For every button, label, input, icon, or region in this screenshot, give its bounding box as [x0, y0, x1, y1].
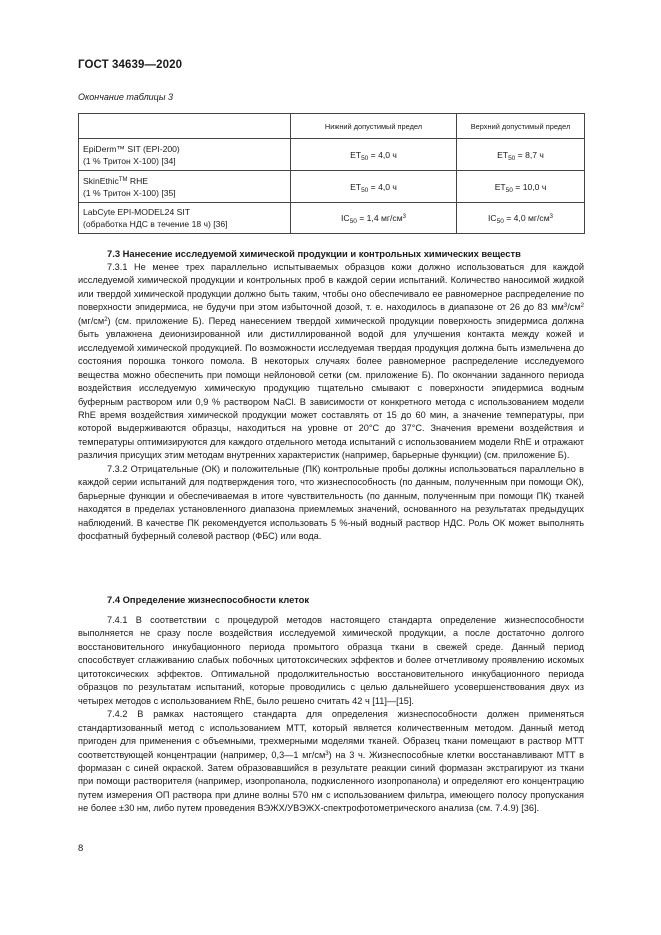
- table-header-row: [79, 114, 585, 139]
- section-7-3-text: [78, 261, 584, 544]
- table-header-cell: [79, 114, 291, 139]
- paragraph: 7.4.2 В рамках настоящего стандарта для определения жизнеспособности должен применяться стандартизованный метод с использованием МТТ, который является количественным методом. Данный метод пригоден для применения с объемными, трехмерными моделями тканей. Образец ткани помещают в раствор МТТ соответствующей концентрации (например, 0,3—1 $мг/см^3$) на 3 ч. Жизнеспособные клетки восстанавливают МТТ в формазан с синей окраской. Затем образовавшийся в результате реакции синий формазан экстрагируют из ткани при помощи растворителя (например, изопропанола, подкисленного изопропанола) и определяют его концентрацию путем измерения ОП раствора при длине волны 570 нм с использованием фильтра, имеющего полосу пропускания не более ±30 нм, либо путем проведения ВЭЖХ/УВЭЖХ-спектрофотометрического анализа (см. 7.4.9) [36].: [78, 709, 584, 814]
- table-row: [79, 139, 585, 171]
- limits-table: [78, 113, 585, 234]
- table-cell-model: [79, 203, 291, 234]
- table-header-cell: Верхний допустимый предел: [457, 114, 585, 139]
- paragraph: 7.3.2 Отрицательные (ОК) и положительные (ПК) контрольные пробы должны использоваться параллельно в каждой серии испытаний для подтверждения того, что жизнеспособность (по данным, полученным при помощи ОК), барьерные функции и обеспечиваемая в итоге чувствительность (по данным, полученным при помощи ПК) тканей находятся в пределах установленного диапазона приемлемых значений, основанного на результатах предыдущих наблюдений. В качестве ПК рекомендуется использовать 5 %-ный водный раствор НДС. Роль ОК может выполнять фосфатный буферный солевой раствор (ФБС) или вода.: [78, 463, 584, 542]
- table-row: [79, 171, 585, 203]
- table-cell-upper-limit: $ET_{50} = 10,0$ ч: [457, 171, 585, 203]
- model-name: EpiDerm™ SIT (EPI-200): [83, 143, 180, 154]
- table-cell-lower-limit: $ET_{50} = 4,0$ ч: [291, 139, 457, 171]
- standard-header: ГОСТ 34639—2020: [78, 59, 183, 71]
- table-cell-model: [79, 139, 291, 171]
- table-cell-upper-limit: $IC_{50} = 4,0$ $мг/см^3$: [457, 203, 585, 234]
- section-heading: 7.3 Нанесение исследуемой химической продукции и контрольных химических веществ: [107, 248, 521, 259]
- section-7-4-text: [78, 614, 584, 816]
- paragraph: 7.4.1 В соответствии с процедурой методов настоящего стандарта определение жизнеспособности выполняется не сразу после воздействия исследуемой химической продукции, а после достаточно долгого восстановительного инкубационного периода промытого образца ткани в свежей среде. Данный период способствует сглаживанию слабых побочных цитотоксических эффектов и более отчетливому проявлению искомых цитотоксических эффектов. Оптимальной продолжительностью восстановительного инкубационного периода образцов по результатам испытаний, которые проводились с целью дальнейшего усовершенствования двух из четырех методов с использованием RhE, было решено считать 42 ч [11]—[15].: [78, 615, 584, 706]
- table-cell-model: [79, 171, 291, 203]
- table-row: [79, 203, 585, 234]
- table-cell-lower-limit: $IC_{50} = 1,4$ $мг/см^3$: [291, 203, 457, 234]
- table-cell-lower-limit: $ET_{50} = 4,0$ ч: [291, 171, 457, 203]
- page-number: 8: [78, 843, 84, 854]
- table-cell-upper-limit: $ET_{50} = 8,7$ ч: [457, 139, 585, 171]
- paragraph: 7.3.1 Не менее трех параллельно испытываемых образцов кожи должно использоваться для каждой исследуемой химической продукции и контрольных проб в каждой серии испытаний. Количество наносимой жидкой или твердой химической продукции должно быть таким, чтобы оно обеспечивало ее равномерное распределение по поверхности эпидермиса, не будучи при этом избыточной дозой, т. е. находилось в диапазоне от 26 до 83 $мм^3/см^2$ $(мг/см^2)$ (см. приложение Б). Перед нанесением твердой химической продукции поверхность эпидермиса должна быть увлажнена деионизированной или дистиллированной водой для улучшения контакта между кожей и исследуемой химической продукцией. По возможности исследуемая твердая продукция должна быть измельчена до состояния порошка тонкого помола. В некоторых случаях более равномерное распределение исследуемого вещества можно обеспечить при помощи нейлоновой сетки (см. приложение Б). По окончании заданного периода воздействия исследуемую химическую продукцию тщательно смывают с поверхности эпидермиса водным буферным раствором или 0,9 % раствором NaCl. В зависимости от конкретного метода с использованием модели RhE время воздействия химической продукции может составлять от 15 до 60 мин, а значение температуры, при которой выдерживаются образцы, находиться на уровне от 20°C до 37°C. Значения времени воздействия и температуры оптимизируются для каждого отдельного метода испытаний с использованием модели RhE и отражают различия присущих этим методам внутренних характеристик (например, барьерные функции) (см. приложение Б).: [78, 262, 584, 461]
- model-condition: (обработка НДС в течение 18 ч) [36]: [83, 219, 228, 229]
- section-heading: 7.4 Определение жизнеспособности клеток: [107, 594, 310, 605]
- table-header-cell: Нижний допустимый предел: [291, 114, 457, 139]
- model-name: LabCyte EPI-MODEL24 SIT: [83, 207, 190, 217]
- model-condition: (1 % Тритон Х-100) [34]: [83, 155, 176, 166]
- model-condition: (1 % Тритон Х-100) [35]: [83, 187, 176, 198]
- model-name: SkinEthic™ RHE: [83, 175, 149, 186]
- table-caption: Окончание таблицы 3: [78, 92, 173, 102]
